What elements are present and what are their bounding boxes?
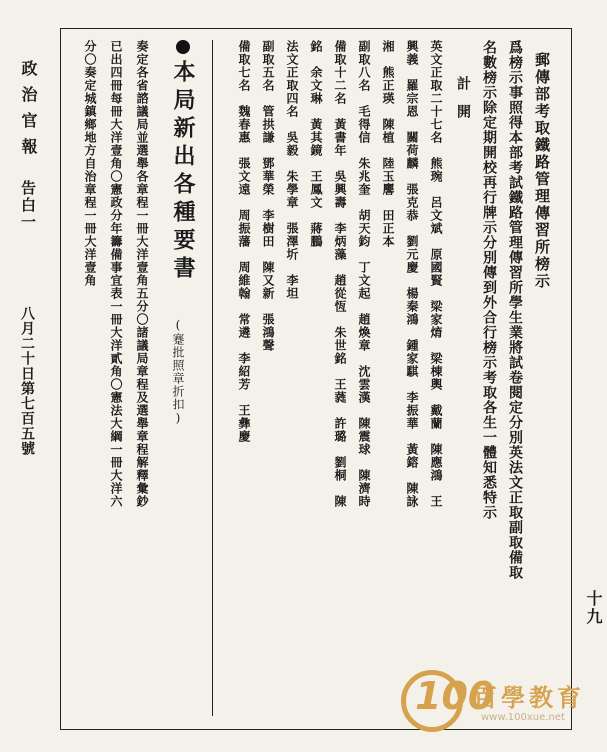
issue-date: 八月二十日第七百五號 <box>19 306 35 456</box>
notice-body-2: 名數榜示除定期開校再行牌示分別傳到外合行榜示考取各生一體知悉特示 <box>481 40 497 520</box>
list-column-4: 副取八名 毛得信 朱兆奎 胡天鈞 丁文起 趙煥章 沈雲漢 陳震球 陳濟時 <box>357 40 371 508</box>
books-line-1: 奏定各省諮議局並選舉各章程一冊大洋壹角五分〇諸議局章程及選舉章程解釋彙鈔 <box>135 40 149 508</box>
books-heading-group <box>168 40 198 284</box>
books-line-2: 已出四冊每冊大洋壹角〇憲政分年籌備事宜表一冊大洋貳角〇憲法大綱一冊大洋六 <box>109 40 123 508</box>
list-column-6: 銘 余文琳 黃其鏡 王鳳文 蔣鵬 <box>309 40 323 248</box>
books-heading: 本局新出各種要書 <box>170 60 196 284</box>
page-number: 十九 <box>584 590 603 626</box>
list-column-7: 法文正取四名 吳毅 朱學章 張澤圻 李坦 <box>285 40 299 300</box>
notice-heading: 郵傳部考取鐵路管理傳習所榜示 <box>533 52 551 290</box>
list-label: 計開 <box>455 76 471 132</box>
list-column-9: 備取七名 魏春惠 張文遠 周振藩 周維翰 常遴 李紹芳 王彝慶 <box>237 40 251 443</box>
watermark-url: www.100xue.net <box>481 712 565 723</box>
watermark-logo <box>401 664 601 736</box>
bullet-icon <box>176 40 190 54</box>
list-column-8: 副取五名 管拱謙 鄧華榮 李樹田 陳又新 張鴻聲 <box>261 40 275 352</box>
notice-section-label: 告白一 <box>19 180 37 231</box>
list-column-1: 英文正取二十七名 熊琬 呂文斌 原國賢 梁家焴 梁棟輿 戴蘭 陳應鴻 王 <box>429 40 443 508</box>
list-column-3: 湘 熊正瑛 陳植 陸玉麐 田正本 <box>381 40 395 248</box>
list-column-2: 興義 羅宗恩 關荷麟 張克恭 劉元慶 楊秦鴻 鍾家騏 李振華 黃鎔 陳詠 <box>405 40 419 508</box>
section-divider <box>212 40 213 716</box>
list-column-5: 備取十二名 黃書年 吳興壽 李炳藻 趙從恆 朱世銘 王蕤 許璐 劉桐 陳 <box>333 40 347 508</box>
gazette-title: 政治官報 <box>19 60 38 164</box>
watermark-text: 百學教育 <box>473 684 585 712</box>
books-line-3: 分〇奏定城鎮鄉地方自治章程一冊大洋壹角 <box>83 40 97 287</box>
books-heading-note: (蹇批照章折扣) <box>171 318 185 426</box>
watermark-number: 100 <box>415 674 495 718</box>
notice-body-1: 爲榜示事照得本部考試鐵路管理傳習所學生業將試卷閱定分別英法文正取副取備取 <box>507 40 523 580</box>
